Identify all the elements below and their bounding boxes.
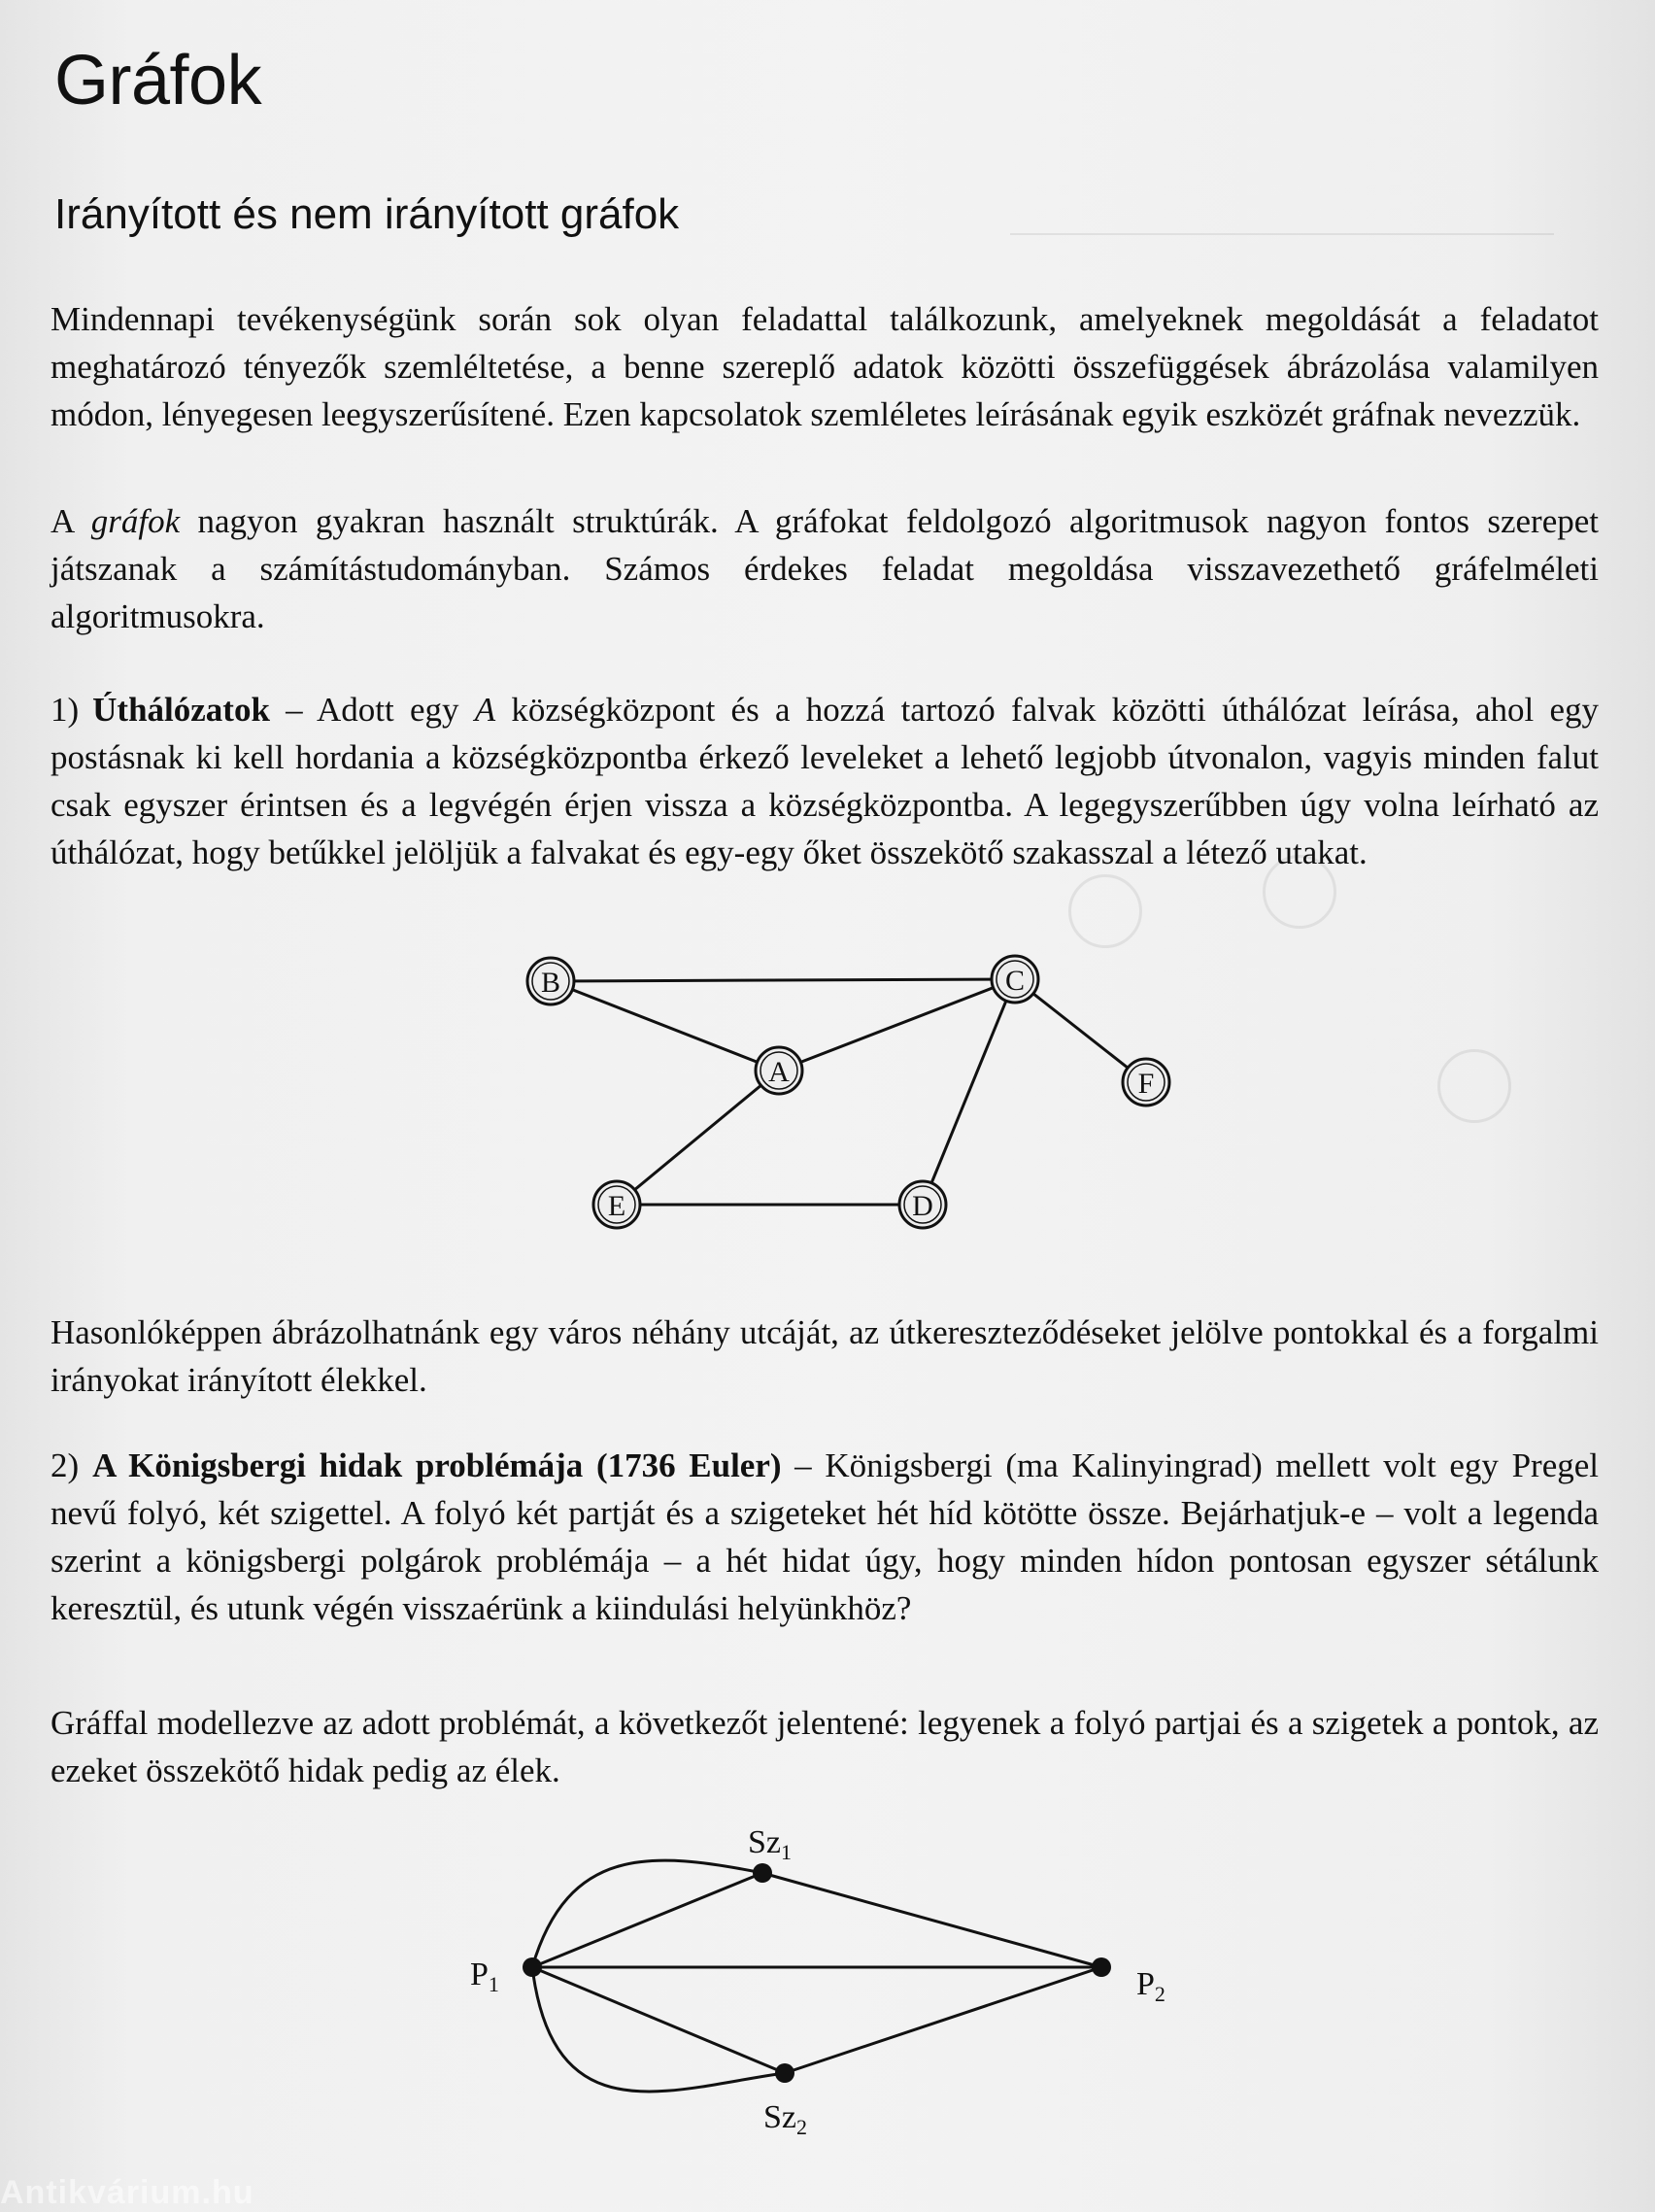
intro2-term: gráfok <box>90 502 181 540</box>
node-a-label: A <box>768 1056 790 1088</box>
intro-paragraph-1 <box>51 295 1599 438</box>
graph-model-text: Gráffal modellezve az adott problémát, a következőt jelentené: legyenek a folyó partjai és a szigetek a pontok, az ezeket összekötő hidak pedig az élek. <box>51 1704 1599 1789</box>
label-p2 <box>1136 1966 1165 2006</box>
edge-a-c <box>779 979 1015 1071</box>
watermark: Antikvárium.hu <box>0 2174 254 2211</box>
node-f-label: F <box>1137 1068 1155 1100</box>
label-p2-sub: 2 <box>1154 1982 1165 2006</box>
node-p2 <box>1092 1957 1111 1977</box>
label-sz2 <box>763 2099 807 2139</box>
intro2-prefix: A <box>51 502 91 540</box>
edge-b-a <box>551 981 779 1071</box>
intro-paragraph-1-text: Mindennapi tevékenységünk során sok olyan feladattal találkozunk, amelyeknek megoldását a feladatot meghatározó tényezők szemléltetése, a benne szereplő adatok közötti összefüggések ábrázolása valamilyen módon, lényegesen leegyszerűsítené. Ezen kapcsolatok szemléletes leírásának egyik eszközét gráfnak nevezzük. <box>51 300 1599 433</box>
after-graph-text: Hasonlóképpen ábrázolhatnánk egy város néhány utcáját, az útkereszteződéseket jelölve pontokkal és a forgalmi irányokat irányított élekkel. <box>51 1313 1599 1399</box>
section-title: Irányított és nem irányított gráfok <box>54 190 680 238</box>
node-b-label: B <box>540 967 561 999</box>
after-graph-paragraph <box>51 1309 1599 1404</box>
item-2-number: 2) <box>51 1446 80 1484</box>
graph-model-paragraph <box>51 1699 1599 1794</box>
item-1-number: 1) <box>51 691 80 729</box>
node-a <box>756 1047 802 1094</box>
node-e-label: E <box>607 1190 626 1222</box>
edge-a-e <box>617 1071 779 1205</box>
item-2-text: – Königsbergi (ma Kalinyingrad) mellett volt egy Pregel nevű folyó, két szigettel. A folyó két partját és a szigeteket hét híd kötötte össze. Bejárhatjuk-e – volt a legenda szerint a königsbergi polgárok problémája – a hét hidat úgy, hogy minden hídon pontosan egyszer sétálunk keresztül, és utunk végén visszaérünk a kiindulási helyünkhöz? <box>51 1446 1599 1627</box>
bridge-p1-sz2-inner <box>532 1967 785 2073</box>
item-1-paragraph <box>51 686 1599 876</box>
edge-c-f <box>1015 979 1146 1082</box>
label-p1-sub: 1 <box>488 1972 499 1996</box>
node-b <box>527 958 574 1004</box>
label-p1-base: P <box>470 1957 489 1992</box>
label-sz1-base: Sz <box>748 1824 781 1860</box>
bridge-p1-sz1-inner <box>532 1873 762 1967</box>
road-network-graph <box>505 942 1204 1234</box>
edge-d-c <box>923 979 1015 1205</box>
node-d-label: D <box>912 1190 933 1222</box>
page-title: Gráfok <box>54 42 262 119</box>
intro2-rest: nagyon gyakran használt struktúrák. A gráfokat feldolgozó algoritmusok nagyon fontos szerepet játszanak a számítástudományban. Számos érdekes feladat megoldása visszavezethető gráfelméleti algoritmusokra. <box>51 502 1599 635</box>
item-2-term: A Königsbergi hidak problémája (1736 Euler) <box>92 1446 782 1484</box>
label-p2-base: P <box>1136 1966 1155 2002</box>
node-sz2 <box>775 2063 794 2083</box>
node-e <box>593 1181 640 1228</box>
bridge-p1-sz2-outer <box>532 1967 785 2092</box>
label-sz1-sub: 1 <box>781 1840 792 1864</box>
node-c <box>992 956 1038 1003</box>
edge-b-c <box>551 979 1015 981</box>
konigsberg-graph <box>456 1807 1195 2137</box>
node-sz1 <box>753 1863 772 1883</box>
intro-paragraph-2 <box>51 497 1599 640</box>
node-c-label: C <box>1004 965 1026 997</box>
label-p1 <box>470 1957 499 1996</box>
item-1-variable: A <box>474 691 496 729</box>
node-p1 <box>523 1957 542 1977</box>
bridge-sz2-p2 <box>785 1967 1101 2073</box>
item-2-paragraph <box>51 1442 1599 1632</box>
item-1-term: Úthálózatok <box>92 691 270 729</box>
item-1-text-b: községközpont és a hozzá tartozó falvak közötti úthálózat leírása, ahol egy postásnak ki kell hordania a községközpontba érkező leveleket a lehető legjobb útvonalon, vagyis minden falut csak egyszer érintsen és a legvégén érjen vissza a községközpontba. A legegyszerűbben úgy volna leírható az úthálózat, hogy betűkkel jelöljük a falvakat és egy-egy őket összekötő szakasszal a létező utakat. <box>51 691 1599 871</box>
bridge-sz1-p2 <box>762 1873 1101 1967</box>
label-sz2-base: Sz <box>763 2099 796 2135</box>
node-f <box>1123 1059 1169 1106</box>
label-sz2-sub: 2 <box>796 2115 807 2139</box>
node-d <box>899 1181 946 1228</box>
bridge-p1-sz1-outer <box>532 1860 762 1967</box>
label-sz1 <box>748 1824 792 1864</box>
item-1-text-a: – Adott egy <box>269 691 475 729</box>
